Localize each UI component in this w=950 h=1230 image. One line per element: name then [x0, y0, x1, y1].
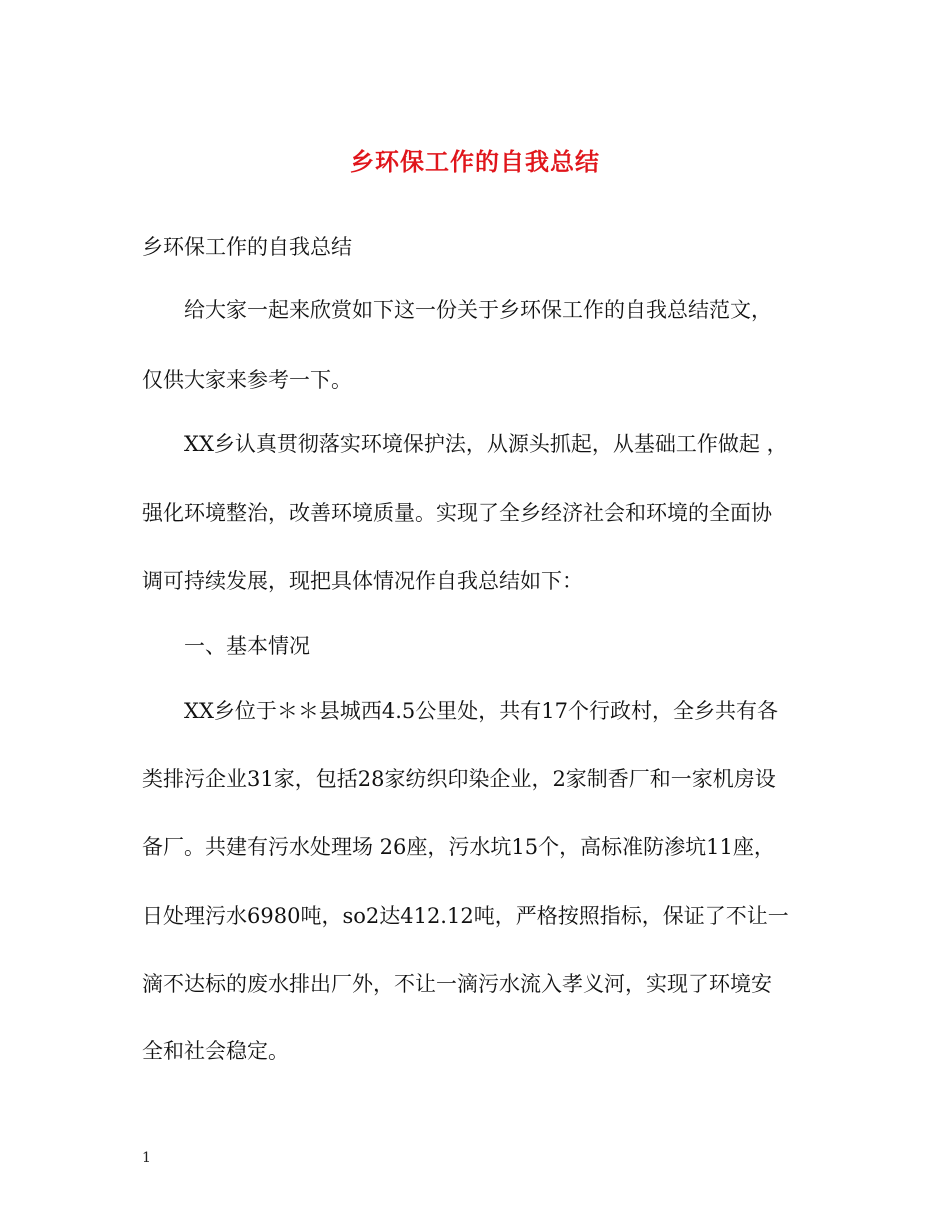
paragraph-line: 调可持续发展，现把具体情况作自我总结如下： — [142, 569, 583, 593]
paragraph-line: XX乡位于＊＊县城西4.5公里处，共有17个行政村，全乡共有各 — [184, 699, 779, 723]
paragraph-line: 全和社会稳定。 — [142, 1039, 289, 1063]
paragraph-line: 强化环境整治，改善环境质量。实现了全乡经济社会和环境的全面协 — [142, 501, 772, 525]
paragraph-line: 滴不达标的废水排出厂外，不让一滴污水流入孝义河，实现了环境安 — [142, 972, 772, 996]
page-number: 1 — [142, 1150, 151, 1166]
paragraph-line: XX乡认真贯彻落实环境保护法，从源头抓起，从基础工作做起 ， — [184, 432, 788, 456]
paragraph-line: 仅供大家来参考一下。 — [142, 368, 352, 392]
document-title: 乡环保工作的自我总结 — [350, 148, 600, 176]
section-heading: 一、基本情况 — [184, 634, 310, 658]
paragraph-line: 给大家一起来欣赏如下这一份关于乡环保工作的自我总结范文， — [184, 298, 772, 322]
paragraph-line: 类排污企业31家，包括28家纺织印染企业，2家制香厂和一家机房设 — [142, 767, 776, 791]
paragraph-line: 日处理污水6980吨，so2达412.12吨，严格按照指标，保证了不让一 — [142, 904, 789, 928]
paragraph-line: 备厂。共建有污水处理场 26座，污水坑15个，高标准防渗坑11座， — [142, 835, 775, 859]
subtitle-line: 乡环保工作的自我总结 — [142, 235, 352, 259]
